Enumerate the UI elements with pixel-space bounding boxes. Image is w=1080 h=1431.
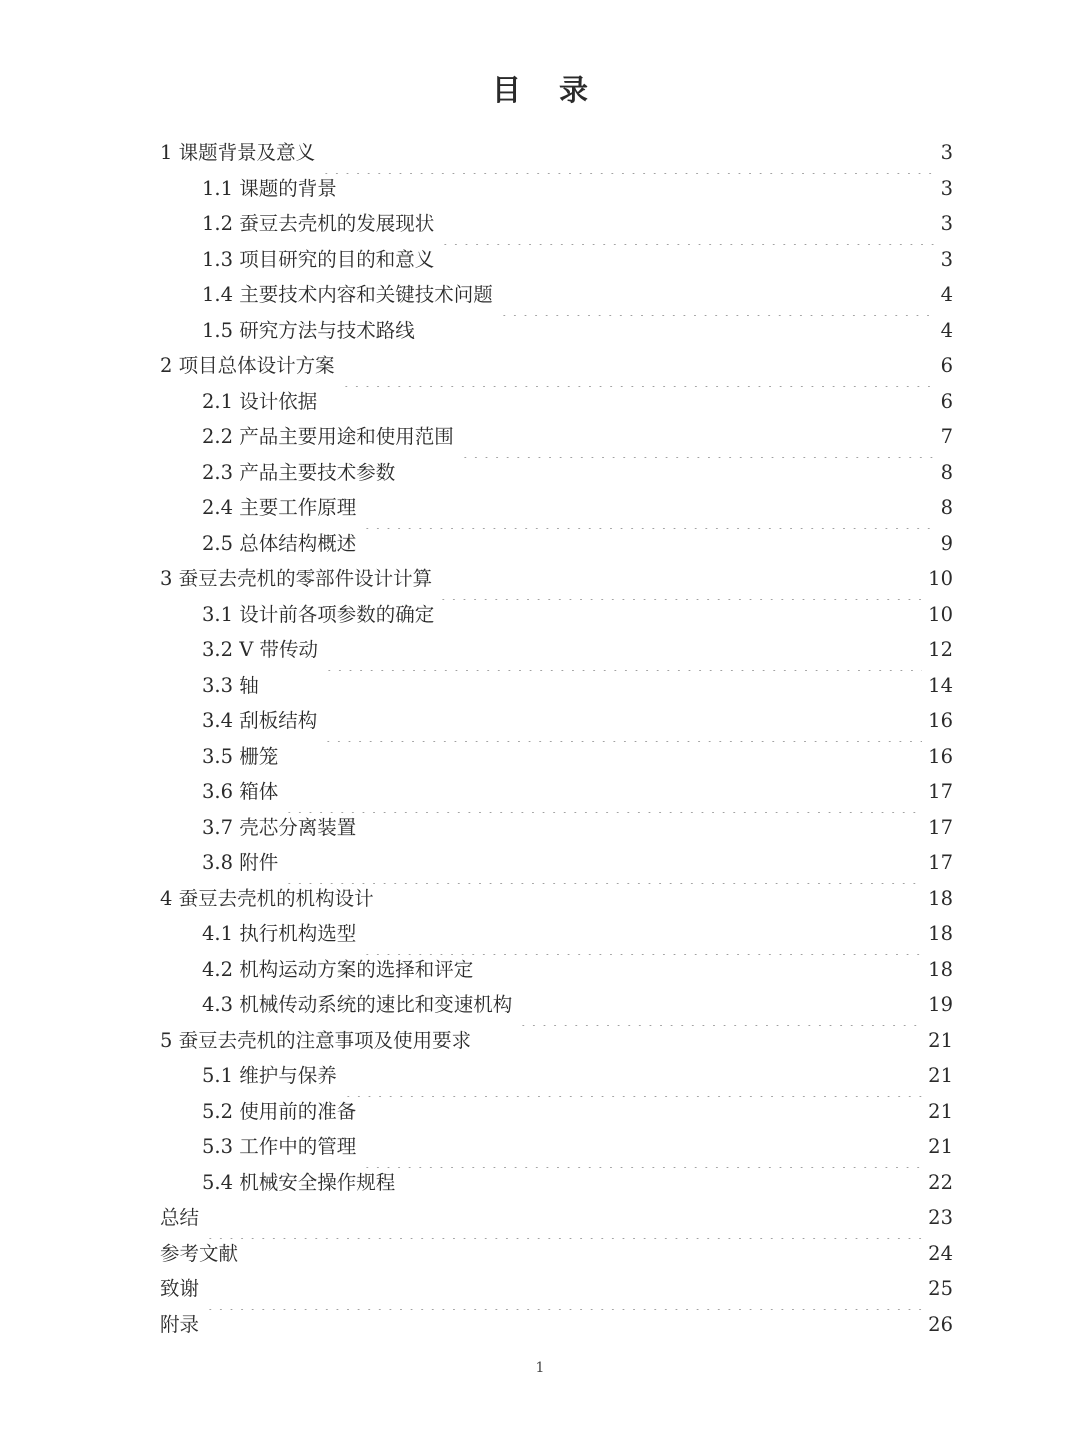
toc-entry[interactable] (160, 1200, 953, 1236)
toc-entry-label: 1.3 项目研究的目的和意义 (202, 247, 435, 271)
toc-entry-label: 5.2 使用前的准备 (202, 1099, 357, 1123)
toc-entry-page: 22 (928, 1170, 953, 1194)
toc-entry[interactable] (160, 987, 953, 1023)
toc-entry-page: 3 (940, 176, 953, 200)
toc-dot-leader (440, 245, 934, 281)
toc-dot-leader (205, 1274, 922, 1310)
toc-entry-page: 18 (928, 886, 953, 910)
toc-entry-label: 3.2 V 带传动 (202, 638, 318, 661)
toc-entry-page: 24 (928, 1241, 953, 1265)
toc-entry-label: 2.1 设计依据 (202, 389, 318, 413)
toc-entry[interactable] (160, 1023, 953, 1059)
toc-entry[interactable] (160, 703, 953, 739)
toc-entry-page: 23 (928, 1206, 953, 1229)
toc-entry-page: 3 (940, 141, 953, 164)
toc-entry[interactable] (160, 1165, 953, 1201)
toc-dot-leader (284, 742, 922, 778)
toc-entry-page: 16 (928, 709, 953, 732)
toc-entry-label: 5.4 机械安全操作规程 (202, 1170, 396, 1194)
toc-dot-leader (343, 1061, 922, 1097)
toc-entry-page: 8 (940, 496, 953, 519)
toc-entry[interactable] (160, 277, 953, 313)
toc-entry-page: 26 (928, 1312, 953, 1336)
toc-entry-label: 总结 (160, 1206, 200, 1229)
toc-entry[interactable] (160, 1271, 953, 1307)
toc-entry-page: 25 (928, 1277, 953, 1300)
toc-entry[interactable] (160, 1129, 953, 1165)
toc-entry-page: 8 (940, 460, 953, 484)
toc-entry-label: 附录 (160, 1312, 200, 1336)
toc-entry-label: 4.3 机械传动系统的速比和变速机构 (202, 993, 513, 1016)
toc-entry-label: 3.4 刮板结构 (202, 709, 318, 732)
toc-dot-leader (362, 813, 922, 849)
toc-dot-leader (362, 1132, 922, 1168)
toc-entry-page: 16 (928, 744, 953, 768)
toc-dot-leader (323, 387, 934, 423)
toc-entry[interactable] (160, 1094, 953, 1130)
toc-entry-page: 10 (928, 602, 953, 626)
toc-entry-page: 17 (928, 815, 953, 839)
toc-entry[interactable] (160, 774, 953, 810)
toc-entry-page: 7 (940, 425, 953, 448)
toc-dot-leader (343, 174, 935, 210)
toc-dot-leader (477, 1026, 922, 1062)
toc-entry[interactable] (160, 1236, 953, 1272)
toc-entry-label: 3.6 箱体 (202, 780, 279, 803)
toc-entry-label: 1.2 蚕豆去壳机的发展现状 (202, 212, 435, 235)
toc-entry-page: 18 (928, 922, 953, 945)
toc-entry-label: 3.5 栅笼 (202, 744, 279, 768)
toc-dot-leader (421, 316, 935, 352)
toc-entry[interactable] (160, 810, 953, 846)
toc-dot-leader (341, 351, 935, 387)
toc-entry-page: 21 (928, 1135, 953, 1158)
toc-entry-label: 4.1 执行机构选型 (202, 922, 357, 945)
toc-entry-label: 2.4 主要工作原理 (202, 496, 357, 519)
toc-entry-label: 1.4 主要技术内容和关键技术问题 (202, 283, 493, 306)
toc-entry[interactable] (160, 526, 953, 562)
toc-dot-leader (460, 422, 935, 458)
toc-dot-leader (284, 848, 922, 884)
toc-dot-leader (205, 1310, 922, 1346)
toc-entry-label: 2.3 产品主要技术参数 (202, 460, 396, 484)
toc-entry-label: 5 蚕豆去壳机的注意事项及使用要求 (160, 1028, 472, 1052)
toc-dot-leader (479, 955, 922, 991)
toc-entry[interactable] (160, 881, 953, 917)
toc-entry-page: 21 (928, 1099, 953, 1123)
toc-entry[interactable] (160, 597, 953, 633)
toc-entry-page: 18 (928, 957, 953, 981)
toc-dot-leader (205, 1203, 922, 1239)
toc-entry-page: 4 (940, 318, 953, 342)
toc-dot-leader (518, 990, 922, 1026)
page-title: 目 录 (491, 73, 603, 107)
toc-entry[interactable] (160, 632, 953, 668)
toc-dot-leader (440, 209, 934, 245)
toc-entry-label: 3.3 轴 (202, 673, 259, 697)
toc-dot-leader (401, 1168, 922, 1204)
toc-entry[interactable] (160, 206, 953, 242)
toc-dot-leader (362, 1097, 922, 1133)
toc-dot-leader (362, 493, 934, 529)
toc-entry-label: 致谢 (160, 1277, 200, 1300)
toc-dot-leader (362, 529, 934, 565)
toc-entry[interactable] (160, 171, 953, 207)
toc-dot-leader (265, 671, 922, 707)
toc-dot-leader (401, 458, 934, 494)
toc-entry[interactable] (160, 1058, 953, 1094)
toc-entry[interactable] (160, 135, 953, 171)
toc-entry-label: 2 项目总体设计方案 (160, 354, 335, 377)
toc-entry-label: 2.5 总体结构概述 (202, 531, 357, 555)
toc-dot-leader (438, 564, 922, 600)
toc-entry[interactable] (160, 490, 953, 526)
toc-entry-page: 17 (928, 780, 953, 803)
toc-entry[interactable] (160, 384, 953, 420)
toc-entry-label: 1.5 研究方法与技术路线 (202, 318, 415, 342)
toc-dot-leader (324, 635, 922, 671)
toc-entry-label: 4.2 机构运动方案的选择和评定 (202, 957, 474, 981)
toc-entry-label: 5.1 维护与保养 (202, 1064, 337, 1087)
toc-entry[interactable] (160, 668, 953, 704)
toc-entry-page: 10 (928, 567, 953, 590)
toc-entry[interactable] (160, 1307, 953, 1343)
toc-entry-page: 9 (940, 531, 953, 555)
toc-entry-page: 12 (928, 638, 953, 661)
toc-entry-page: 6 (940, 389, 953, 413)
toc-dot-leader (323, 706, 922, 742)
page-number: 1 (535, 1360, 545, 1376)
toc-dot-leader (284, 777, 922, 813)
toc-dot-leader (321, 138, 934, 174)
toc-entry-page: 21 (928, 1064, 953, 1087)
toc-entry[interactable] (160, 739, 953, 775)
toc-entry-page: 4 (940, 283, 953, 306)
toc-dot-leader (244, 1239, 922, 1275)
toc-entry-label: 1.1 课题的背景 (202, 176, 337, 200)
toc-entry-label: 2.2 产品主要用途和使用范围 (202, 425, 454, 448)
toc-entry-page: 19 (928, 993, 953, 1016)
toc-entry-page: 17 (928, 851, 953, 874)
toc-entry-label: 5.3 工作中的管理 (202, 1135, 357, 1158)
toc-dot-leader (380, 884, 923, 920)
toc-entry[interactable] (160, 916, 953, 952)
toc-entry-label: 参考文献 (160, 1241, 239, 1265)
toc-entry[interactable] (160, 348, 953, 384)
toc-entry-page: 3 (940, 212, 953, 235)
toc-entry-page: 3 (940, 247, 953, 271)
toc-entry-page: 21 (928, 1028, 953, 1052)
table-of-contents (160, 135, 953, 1342)
toc-entry-label: 3.8 附件 (202, 851, 279, 874)
toc-dot-leader (362, 919, 922, 955)
toc-entry[interactable] (160, 845, 953, 881)
toc-entry-label: 3.7 壳芯分离装置 (202, 815, 357, 839)
toc-entry-page: 6 (940, 354, 953, 377)
toc-entry[interactable] (160, 952, 953, 988)
toc-entry[interactable] (160, 242, 953, 278)
toc-entry-label: 1 课题背景及意义 (160, 141, 316, 164)
toc-dot-leader (499, 280, 935, 316)
toc-entry[interactable] (160, 561, 953, 597)
toc-entry-page: 14 (928, 673, 953, 697)
toc-entry-label: 3.1 设计前各项参数的确定 (202, 602, 435, 626)
toc-entry[interactable] (160, 313, 953, 349)
toc-entry-label: 4 蚕豆去壳机的机构设计 (160, 886, 374, 910)
toc-entry-label: 3 蚕豆去壳机的零部件设计计算 (160, 567, 433, 590)
toc-entry[interactable] (160, 455, 953, 491)
toc-dot-leader (440, 600, 922, 636)
toc-entry[interactable] (160, 419, 953, 455)
